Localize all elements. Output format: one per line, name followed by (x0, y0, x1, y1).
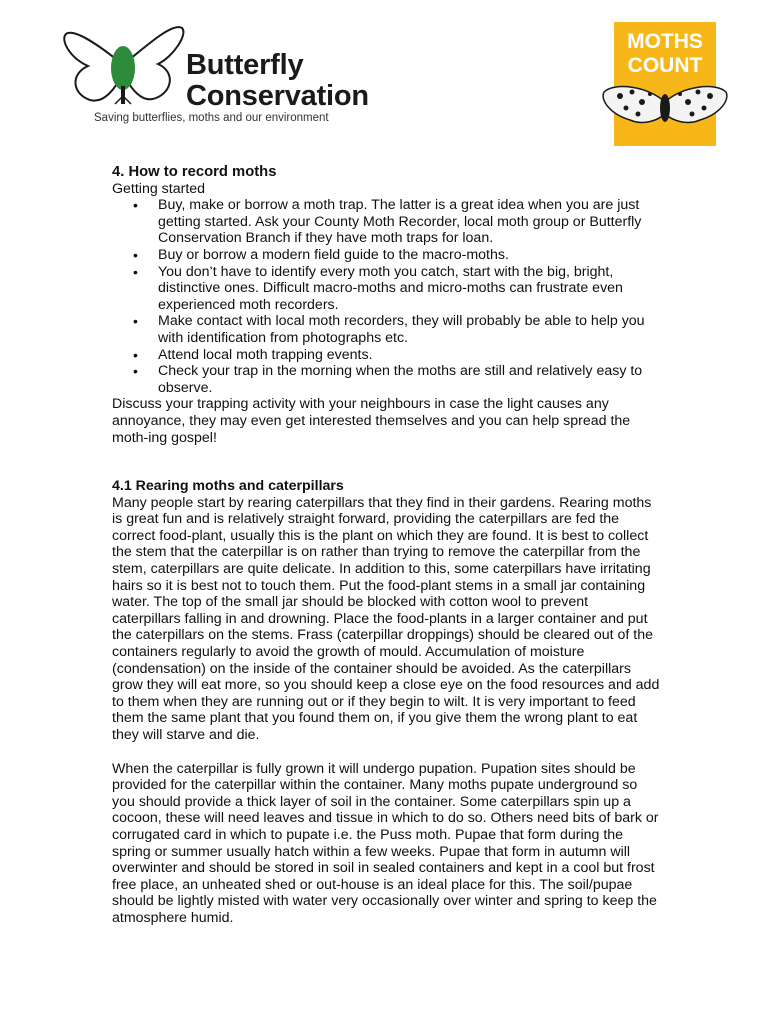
paragraph-spacer (112, 744, 660, 761)
list-item-text: Attend local moth trapping events. (158, 346, 373, 363)
brand-name-line2: Conservation (186, 80, 369, 112)
list-item (133, 313, 660, 346)
document-body (112, 164, 660, 927)
paragraph-pupation: When the caterpillar is fully grown it will undergo pupation. Pupation sites should be provided for the caterpillar within the container. Many moths pupate underground so you should provide a thick layer of soil in the container. Some caterpillars spin up a cocoon, these will need leaves and tissue in which to do so. Others need bits of bark or corrugated card in which to pupate i.e. the Puss moth. Pupae that form during the spring or summer usually hatch within a few weeks. Pupae that form in autumn will overwinter and should be stored in soil in sealed containers and kept in a cool but frost free place, an unheated shed or out-house is an ideal place for this. The soil/pupae should be lightly misted with water very occasionally over winter and spring to keep the atmosphere humid. (112, 760, 659, 926)
moths-count-line1: MOTHS (627, 30, 703, 53)
brand-tagline: Saving butterflies, moths and our environment (94, 112, 329, 124)
brand-name (186, 50, 369, 112)
list-item (133, 263, 660, 314)
bullet-icon: • (133, 263, 138, 280)
subheading-getting-started: Getting started (112, 180, 206, 197)
moth-icon (600, 80, 730, 142)
list-item (133, 197, 660, 247)
list-item (133, 363, 660, 396)
moths-count-line2: COUNT (627, 54, 703, 77)
brand-name-line1: Butterfly (186, 49, 304, 81)
section-heading-record-moths: 4. How to record moths (112, 164, 277, 180)
bullet-icon: • (133, 197, 138, 214)
section-spacer (112, 446, 660, 478)
bullet-icon: • (133, 246, 138, 263)
list-item-text: Buy, make or borrow a moth trap. The latter is a great idea when you are just getting started. Ask your County Moth Recorder, local moth group or Butterfly Conservation Branch if they have moth traps for loan. (158, 197, 642, 247)
moths-count-wordmark (614, 30, 716, 78)
list-item-text: Buy or borrow a modern field guide to the macro-moths. (158, 246, 509, 263)
bullet-icon: • (133, 313, 138, 330)
list-item-text: Check your trap in the morning when the moths are still and relatively easy to observe. (158, 363, 643, 396)
tips-list (112, 197, 660, 396)
list-item (133, 246, 660, 264)
moths-count-logo (614, 22, 716, 146)
closing-paragraph: Discuss your trapping activity with your neighbours in case the light causes any annoyance, they may even get interested themselves and you can help spread the moth-ing gospel! (112, 396, 631, 446)
section-heading-rearing: 4.1 Rearing moths and caterpillars (112, 478, 344, 495)
paragraph-rearing: Many people start by rearing caterpillars that they find in their gardens. Rearing moths is great fun and is relatively straight forward, providing the caterpillars are fed the correct food-plant, usually this is the plant on which they are found. It is best to collect the stem that the caterpillar is on rather than trying to remove the caterpillar from the stem, caterpillars are quite delicate. In addition to this, some caterpillars have irritating hairs so it is best not to touch them. Put the food-plant stems in a small jar containing water. The top of the small jar should be blocked with cotton wool to prevent caterpillars falling in and drowning. Place the food-plants in a larger container and put the caterpillars on the stems. Frass (caterpillar droppings) should be cleared out of the containers regularly to avoid the growth of mould. Accumulation of moisture (condensation) on the inside of the container should be avoided. As the caterpillars grow they will eat more, so you should keep a close eye on the food resources and add to them when they are running out or if they begin to wilt. It is very important to feed them the same plant that you found them on, if you give them the wrong plant to eat they will starve and die. (112, 494, 660, 743)
butterfly-tree-icon (60, 18, 190, 114)
list-item (133, 346, 660, 364)
list-item-text: Make contact with local moth recorders, they will probably be able to help you with identification from photographs etc. (158, 313, 645, 346)
list-item-text: You don’t have to identify every moth you catch, start with the big, bright, distinctive ones. Difficult macro-moths and micro-moths can frustrate even experienced moth recorders. (158, 263, 623, 313)
bullet-icon: • (133, 363, 138, 380)
butterfly-conservation-logo (60, 18, 380, 136)
bullet-icon: • (133, 346, 138, 363)
